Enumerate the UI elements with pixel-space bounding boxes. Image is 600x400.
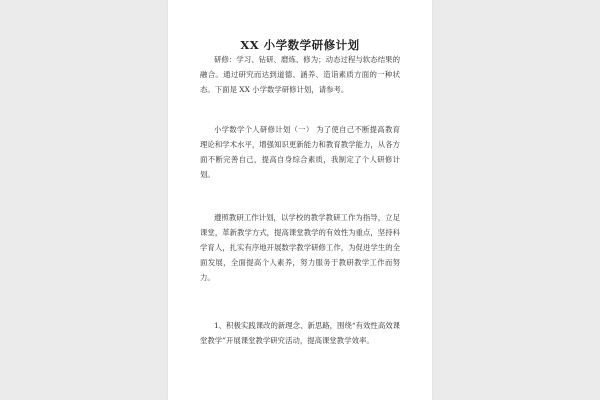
item-one-paragraph: 1、积极实践课改的新理念、新思路，围绕“有效性高效课堂教学”开展课堂教学研究活动，提高课堂教学效率。 [200, 321, 400, 345]
intro-paragraph: 研修：学习、钻研、磨炼、修为；动态过程与软态结果的融合。通过研究而达到道德、涵养、造诣素质方面的一种状态。下面是 XX 小学数学研修计划，请参考。 [200, 55, 400, 94]
document-title: XX 小学数学研修计划 [240, 38, 360, 52]
guiding-paragraph: 遵照教研工作计划，以学校的教学教研工作为指导，立足课堂，革新教学方式，提高课堂教学的有效性为重点，坚持科学育人，扎实有序地开展数学教学研修工作，为促进学生的全面发展，全面提高个人素养，努力服务于教研教学工作而努力。 [200, 213, 400, 282]
plan-intro-paragraph: 小学数学个人研修计划（一） 为了使自己不断提高教育理论和学术水平，增强知识更新能力和教育教学能力，从各方面不断完善自己，提高自身综合素质，我制定了个人研修计划。 [200, 125, 400, 179]
document-page [168, 0, 432, 400]
